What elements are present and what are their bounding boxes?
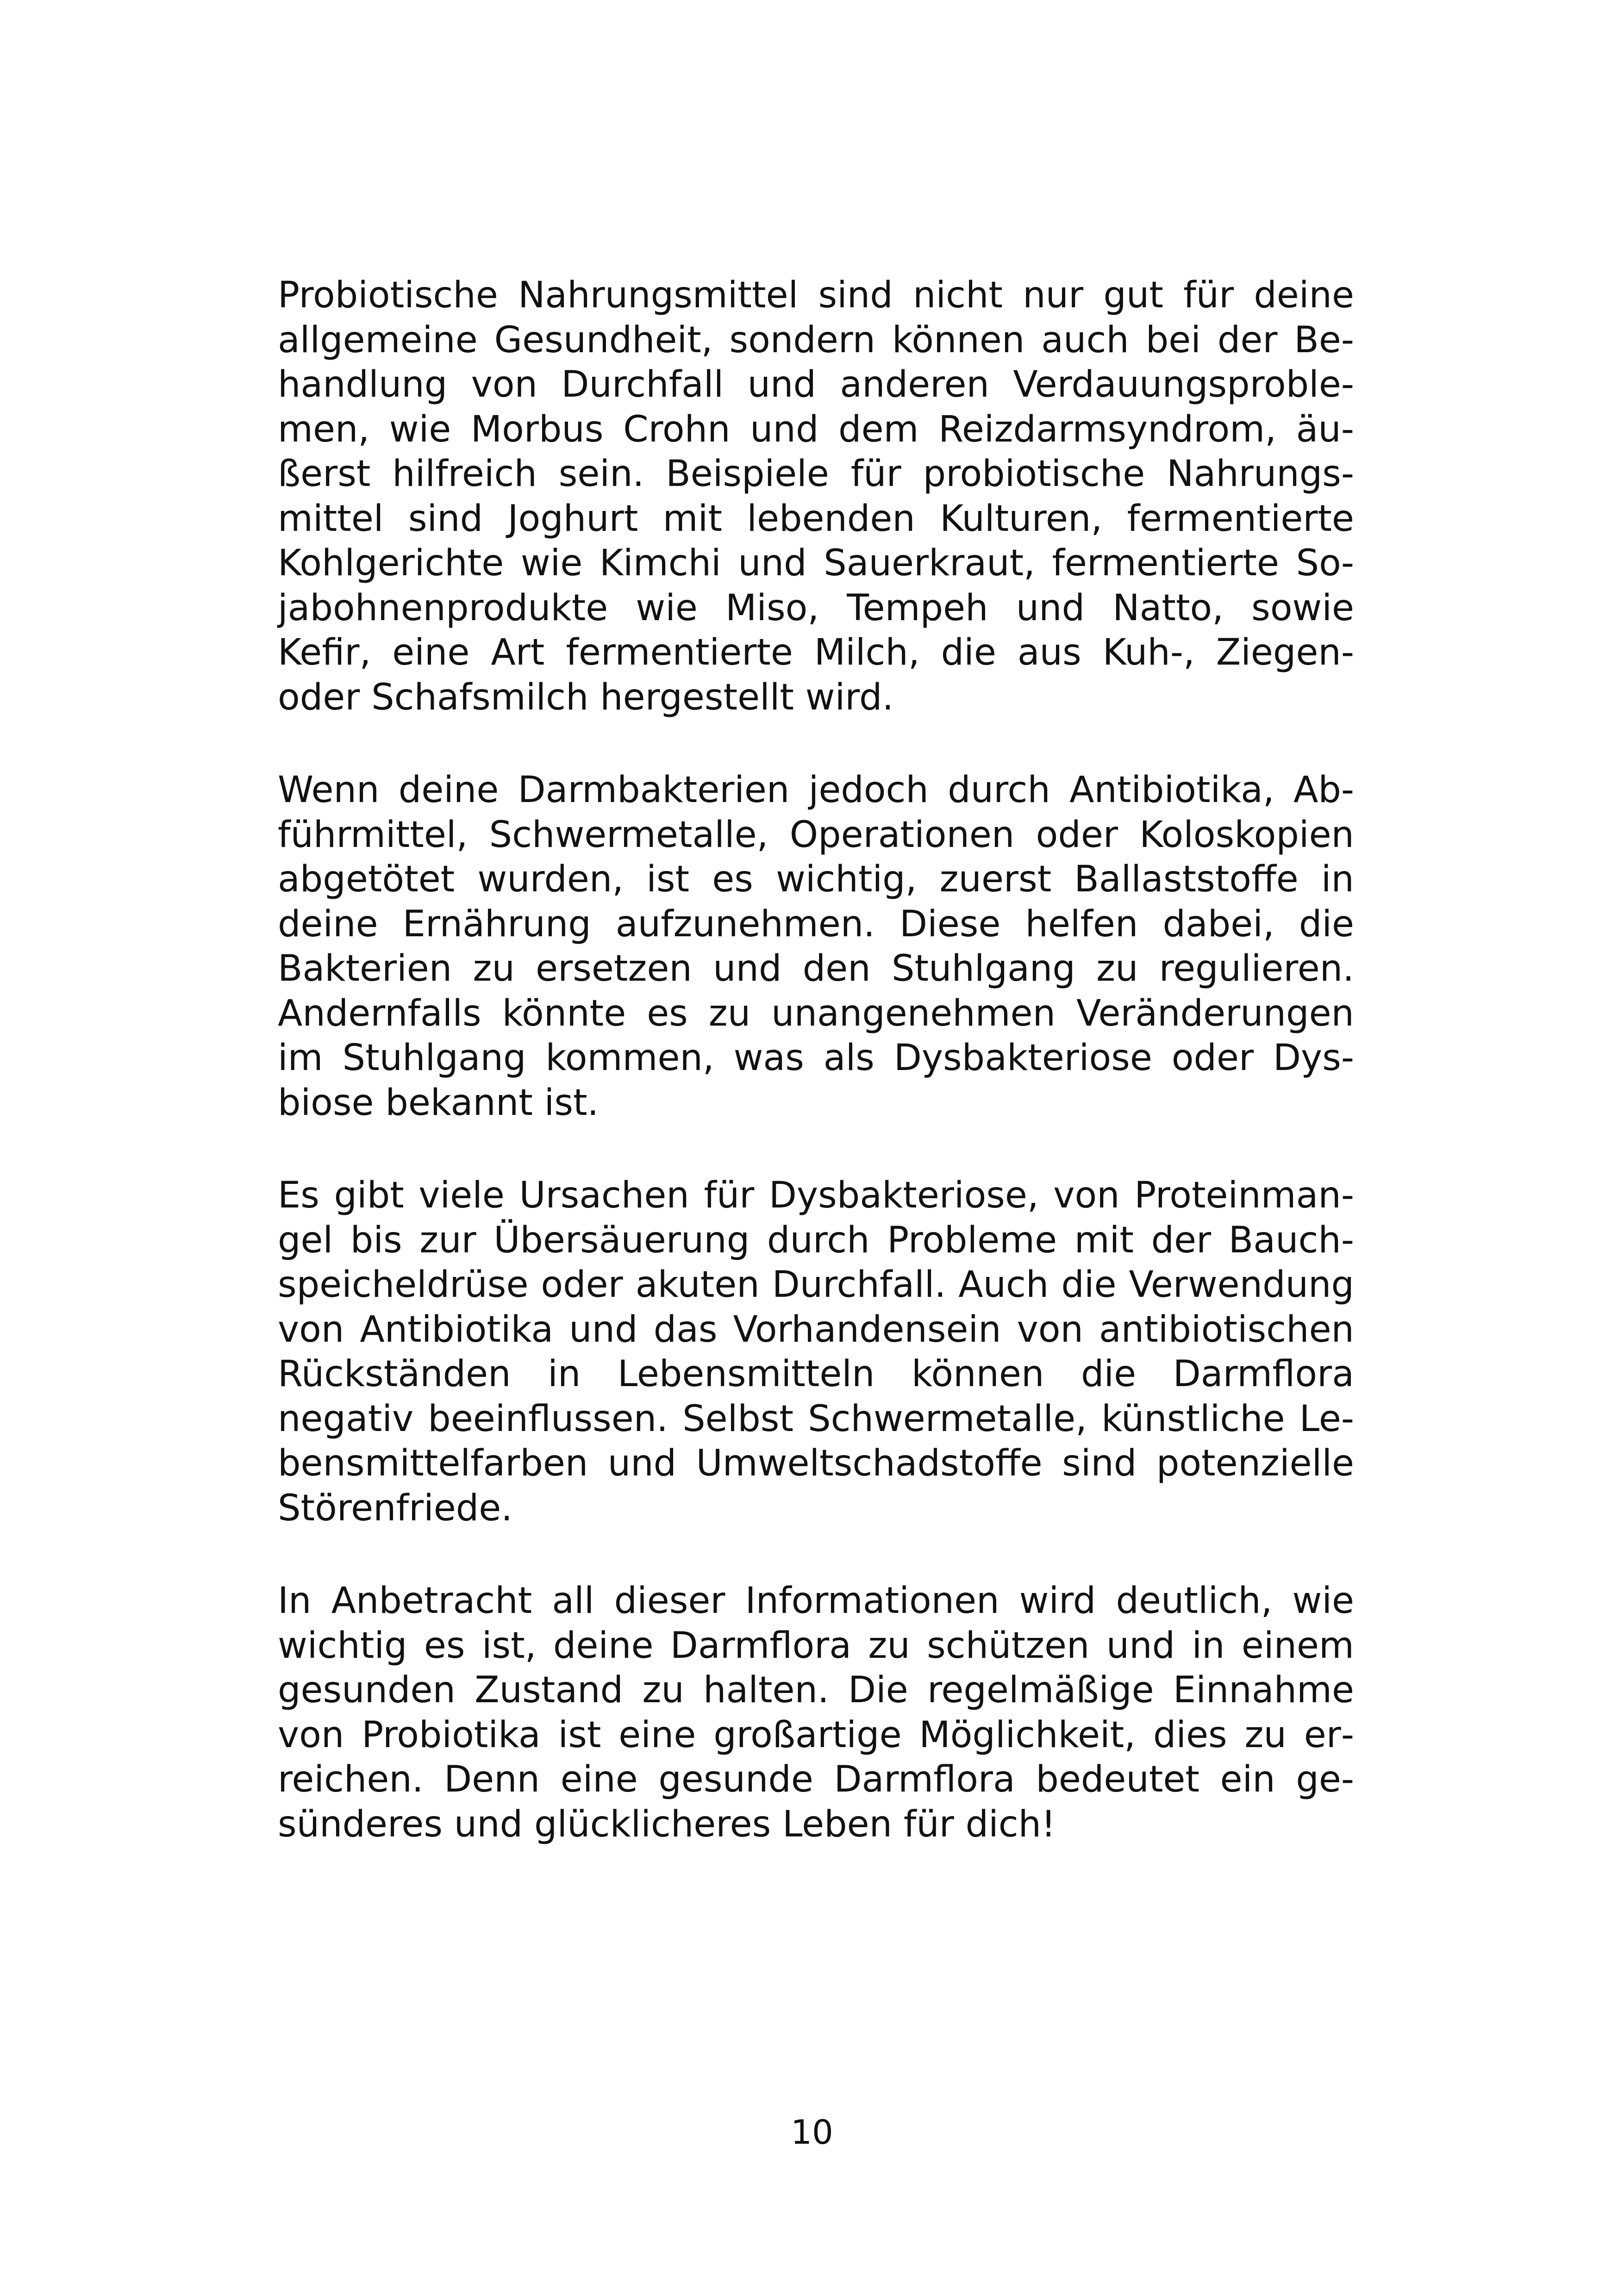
body-text (278, 273, 1354, 1847)
paragraph-dysbacteriosis-causes: Es gibt viele Ursachen für Dysbakteriose, von Proteinmangel bis zur Übersäuerung durch Probleme mit der Bauchspeicheldrüse oder akuten Durchfall. Auch die Verwendung von Antibiotika und das Vorhandensein von antibiotischen Rückständen in Lebensmitteln können die Darmflora negativ beeinflussen. Selbst Schwermetalle, künstliche Lebensmittelfarben und Umweltschadstoffe sind potenzielle Störenfriede. (278, 1175, 1354, 1529)
page-number: 10 (791, 2113, 833, 2152)
paragraph-probiotic-foods: Probiotische Nahrungsmittel sind nicht nur gut für deine allgemeine Gesundheit, sondern können auch bei der Behandlung von Durchfall und anderen Verdauungsproblemen, wie Morbus Crohn und dem Reizdarmsyndrom, äußerst hilfreich sein. Beispiele für probiotische Nahrungsmittel sind Joghurt mit lebenden Kulturen, fermentierte Kohlgerichte wie Kimchi und Sauerkraut, fermentierte Sojabohnenprodukte wie Miso, Tempeh und Natto, sowie Kefir, eine Art fermentierte Milch, die aus Kuh-, Ziegen- oder Schafsmilch hergestellt wird. (278, 274, 1354, 718)
paragraph-conclusion: In Anbetracht all dieser Informationen wird deutlich, wie wichtig es ist, deine Darmflora zu schützen und in einem gesunden Zustand zu halten. Die regelmäßige Einnahme von Probiotika ist eine großartige Möglichkeit, dies zu erreichen. Denn eine gesunde Darmflora bedeutet ein gesünderes und glücklicheres Leben für dich! (278, 1580, 1354, 1845)
paragraph-gut-bacteria: Wenn deine Darmbakterien jedoch durch Antibiotika, Abführmittel, Schwermetalle, Operationen oder Koloskopien abgetötet wurden, ist es wichtig, zuerst Ballaststoffe in deine Ernährung aufzunehmen. Diese helfen dabei, die Bakterien zu ersetzen und den Stuhlgang zu regulieren. Andernfalls könnte es zu unangenehmen Veränderungen im Stuhlgang kommen, was als Dysbakteriose oder Dysbiose bekannt ist. (278, 769, 1354, 1124)
